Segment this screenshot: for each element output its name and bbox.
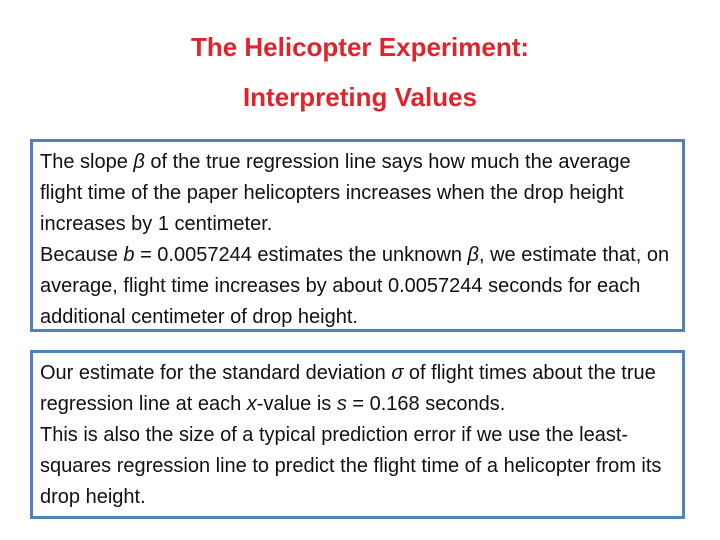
text-run: -value is bbox=[256, 393, 337, 415]
text-run: Because bbox=[40, 244, 124, 266]
slope-paragraph bbox=[40, 147, 675, 240]
sigma-symbol: σ bbox=[391, 362, 404, 384]
text-run: of flight times about the true regression line at each bbox=[40, 362, 656, 415]
page-title bbox=[0, 22, 720, 122]
text-run: Our estimate for the standard deviation bbox=[40, 362, 392, 384]
text-run: , we estimate that, on average, flight time increases by about 0.0057244 seconds for each additional centimeter of drop height. bbox=[40, 244, 670, 328]
slope-interpretation-box bbox=[30, 139, 685, 332]
beta-symbol: β bbox=[467, 244, 479, 266]
title-line-2: Interpreting Values bbox=[242, 82, 478, 112]
text-run: = 0.168 seconds. bbox=[346, 393, 506, 415]
title-line-1: The Helicopter Experiment: bbox=[190, 32, 530, 62]
sigma-paragraph bbox=[40, 358, 675, 420]
standard-deviation-box bbox=[30, 350, 685, 519]
text-run: = 0.0057244 estimates the unknown bbox=[134, 244, 468, 266]
beta-symbol: β bbox=[133, 151, 145, 173]
text-run: of the true regression line says how much the average flight time of the paper helicopters increases when the drop height increases by 1 centimeter. bbox=[40, 151, 631, 235]
b-symbol: b bbox=[123, 244, 135, 266]
estimate-paragraph bbox=[40, 240, 675, 333]
text-run: The slope bbox=[40, 151, 134, 173]
x-symbol: x bbox=[246, 393, 257, 415]
prediction-error-paragraph: This is also the size of a typical prediction error if we use the least-squares regression line to predict the flight time of a helicopter from its drop height. bbox=[40, 424, 662, 508]
s-symbol: s bbox=[336, 393, 347, 415]
